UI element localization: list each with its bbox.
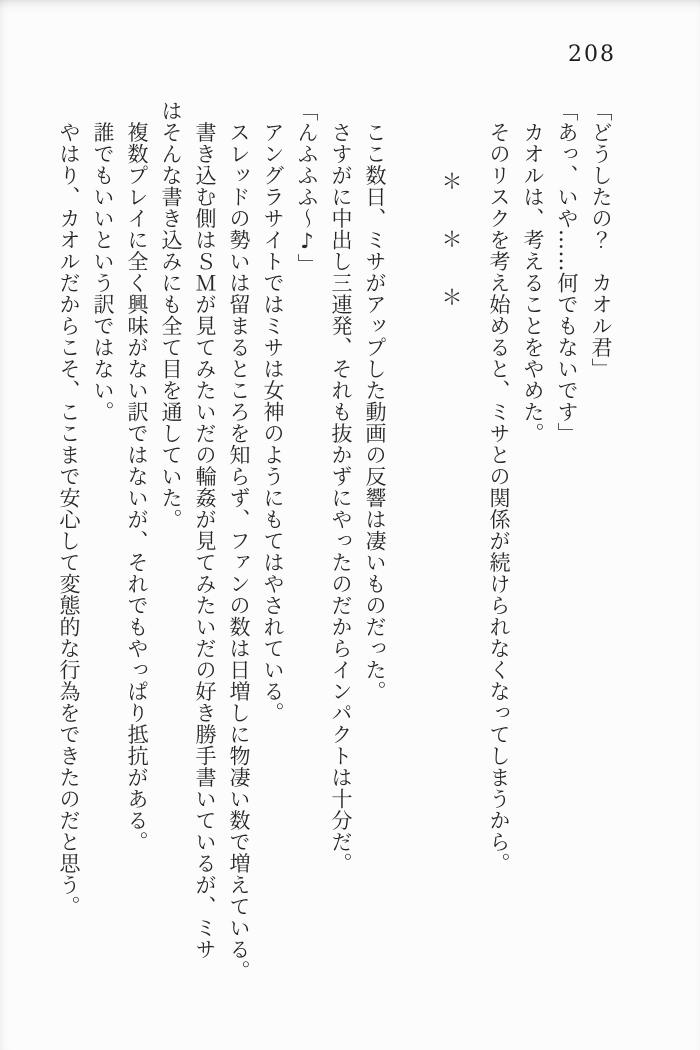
asterisk-section-separator: ＊ ＊ ＊ <box>439 170 463 315</box>
text-column-10: 書き込む側はＳＭが見てみたいだの輪姦が見てみたいだの好き勝手書いているが、ミサ <box>193 100 217 960</box>
text-column-6: さすがに中出し三連発、それも抜かずにやったのだからインパクトは十分だ。 <box>329 100 353 874</box>
text-column-5: ここ数日、ミサがアップした動画の反響は凄いものだった。 <box>363 100 387 702</box>
text-column-4: そのリスクを考え始めると、ミサとの関係が続けられなくなってしまうから。 <box>487 100 511 874</box>
text-column-dialogue-2: 「あっ、いや……何でもないです」 <box>555 100 579 444</box>
text-column-12: 複数プレイに全く興味がない訳ではないが、それでもやっぱり抵抗がある。 <box>125 100 149 853</box>
page-number: 208 <box>568 42 616 67</box>
text-column-14: やはり、カオルだからこそ、ここまで安心して変態的な行為をできたのだと思う。 <box>57 100 81 917</box>
text-column-dialogue-1: 「どうしたの？ カオル君」 <box>589 100 613 380</box>
text-column-13: 誰でもいいという訳ではない。 <box>91 100 115 423</box>
text-column-11: はそんな書き込みにも全て目を通していた。 <box>159 100 183 530</box>
text-column-8: アングラサイトではミサは女神のようにもてはやされている。 <box>261 100 285 724</box>
text-column-dialogue-7: 「んふふふ〜♪」 <box>295 100 319 275</box>
text-block <box>52 100 618 1000</box>
text-column-9: スレッドの勢いは留まるところを知らず、ファンの数は日増しに物凄い数で増えている。 <box>227 100 251 982</box>
text-column-3: カオルは、考えることをやめた。 <box>521 100 545 444</box>
